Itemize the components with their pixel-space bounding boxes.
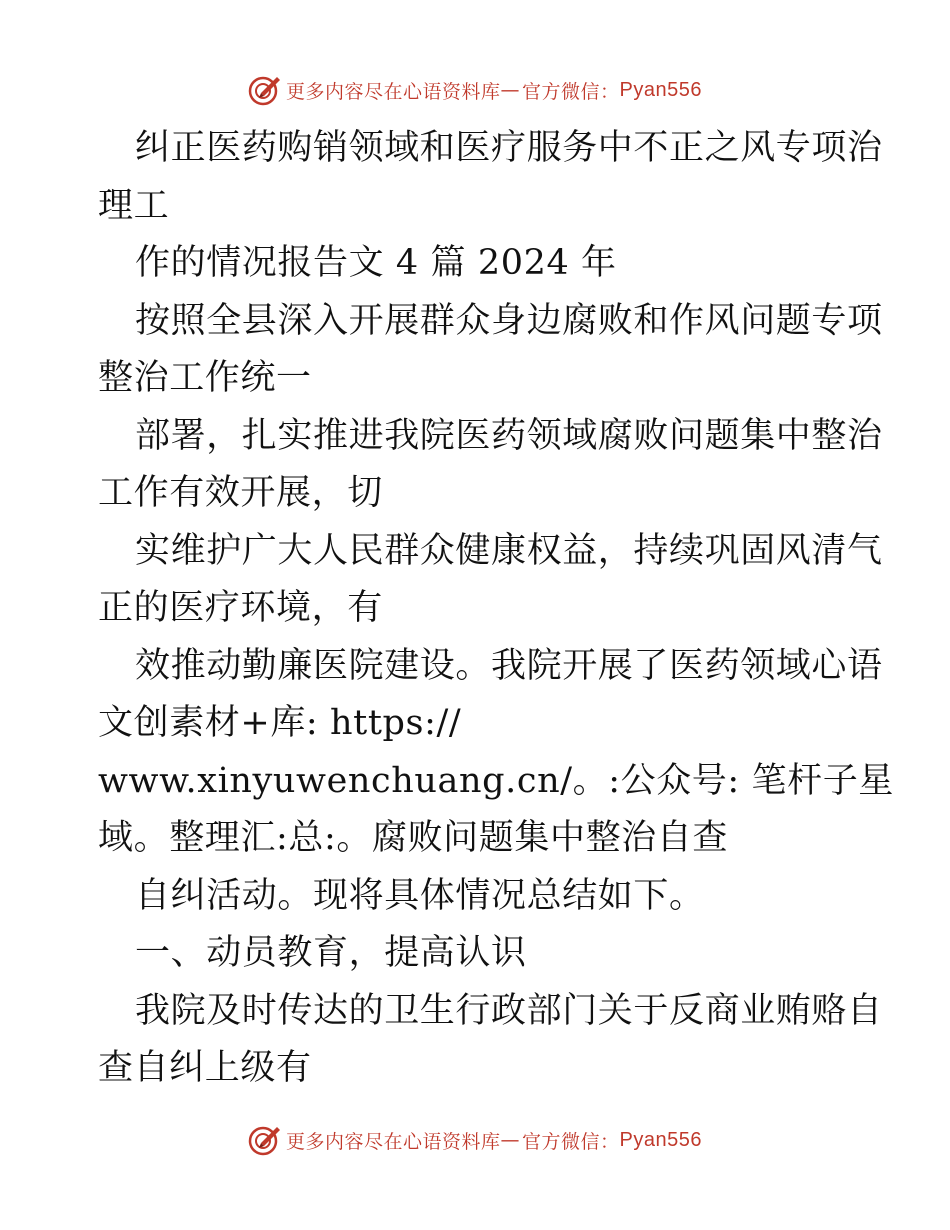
doc-line-9: 正的医疗环境，有 <box>98 588 383 628</box>
doc-line-title-2: 理工 <box>98 185 170 226</box>
doc-line-17: 查自纠上级有 <box>98 1048 312 1088</box>
banner-separator: — <box>500 79 521 101</box>
footer-watermark-banner <box>0 1122 950 1158</box>
doc-line-14: 自纠活动。现将具体情况总结如下。 <box>135 875 705 916</box>
section-heading-1: 一、动员教育，提高认识 <box>135 933 527 973</box>
pen-logo-icon <box>248 1123 282 1157</box>
banner-site-text: 更多内容尽在心语资料库 <box>286 80 501 103</box>
header-watermark-banner <box>0 72 950 108</box>
doc-line-12: www.xinyuwenchuang.cn/。:公众号: 笔杆子星 <box>98 760 894 801</box>
banner-separator: — <box>500 1129 521 1151</box>
banner-wechat-label: 官方微信： <box>522 80 620 103</box>
doc-line-11: 文创素材+库: https:// <box>98 703 462 743</box>
doc-line-7: 工作有效开展，切 <box>98 473 383 513</box>
doc-line-16: 我院及时传达的卫生行政部门关于反商业贿赂自 <box>135 990 883 1031</box>
doc-line-8: 实维护广大人民群众健康权益，持续巩固风清气 <box>135 530 883 571</box>
pen-logo-icon <box>248 73 282 107</box>
doc-line-4: 按照全县深入开展群众身边腐败和作风问题专项 <box>135 300 883 341</box>
banner-site-text: 更多内容尽在心语资料库 <box>286 1130 501 1153</box>
doc-line-title-1: 纠正医药购销领域和医疗服务中不正之风专项治 <box>135 128 883 168</box>
banner-wechat-handle: Pyan556 <box>619 78 702 101</box>
doc-line-title-3: 作的情况报告文 4 篇 2024 年 <box>135 243 617 283</box>
doc-line-6: 部署，扎实推进我院医药领域腐败问题集中整治 <box>135 415 883 456</box>
document-body <box>98 120 894 1098</box>
doc-line-13: 域。整理汇:总:。腐败问题集中整治自查 <box>98 818 728 858</box>
doc-line-5: 整治工作统一 <box>98 358 312 398</box>
doc-line-10: 效推动勤廉医院建设。我院开展了医药领域心语 <box>135 645 883 686</box>
banner-wechat-label: 官方微信： <box>522 1130 620 1153</box>
banner-wechat-handle: Pyan556 <box>619 1128 702 1151</box>
